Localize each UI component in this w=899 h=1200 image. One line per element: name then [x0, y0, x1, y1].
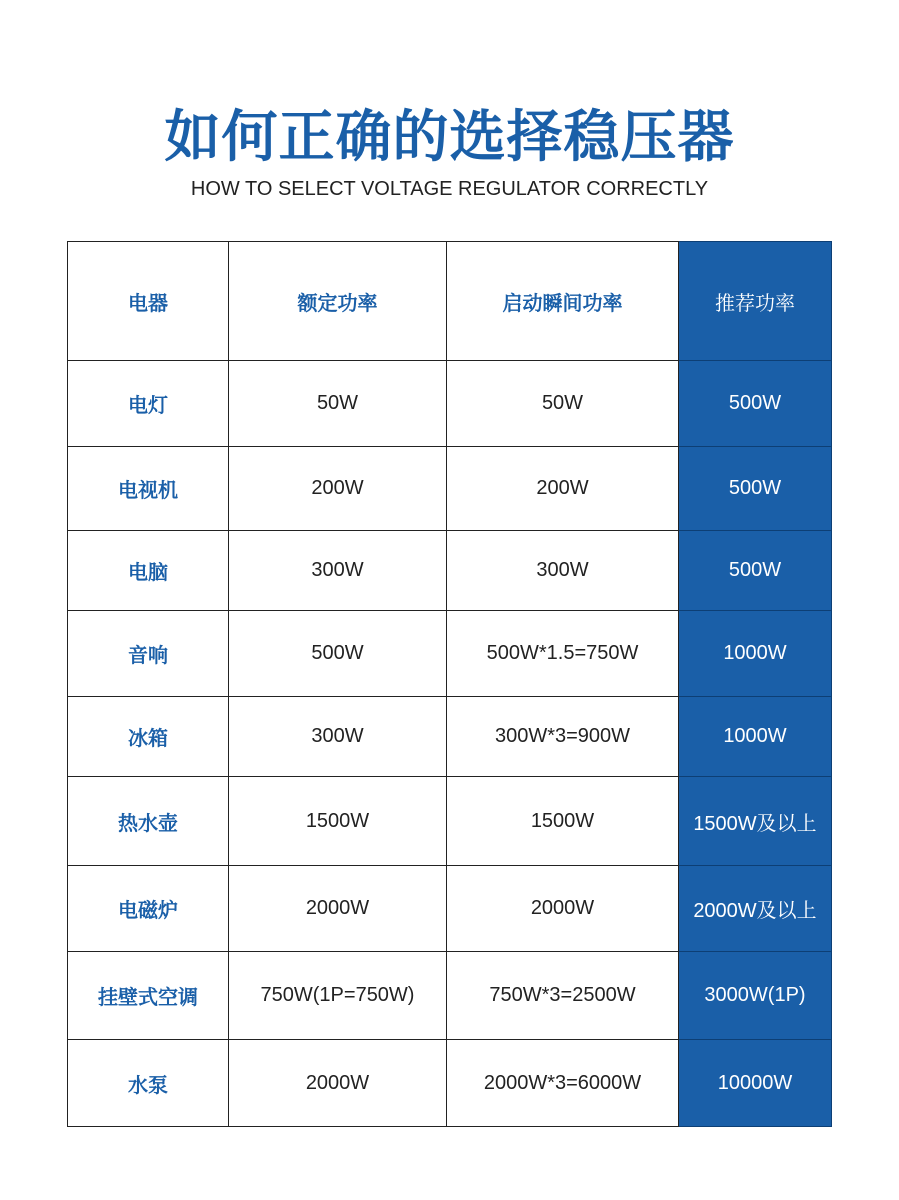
appliance-name: 水泵 [68, 1040, 229, 1127]
recommended-power: 1500W及以上 [679, 777, 832, 866]
appliance-name: 电灯 [68, 361, 229, 447]
appliance-name: 挂壁式空调 [68, 952, 229, 1040]
table-row [68, 361, 832, 447]
recommended-power: 500W [679, 361, 832, 447]
rated-power: 2000W [229, 866, 447, 952]
recommended-power: 500W [679, 447, 832, 531]
rated-power: 200W [229, 447, 447, 531]
startup-power: 500W*1.5=750W [447, 611, 679, 697]
table-row [68, 611, 832, 697]
startup-power: 300W [447, 531, 679, 611]
power-table [67, 241, 832, 1127]
recommended-power: 1000W [679, 611, 832, 697]
startup-power: 750W*3=2500W [447, 952, 679, 1040]
appliance-name: 热水壶 [68, 777, 229, 866]
header-rated-power: 额定功率 [229, 242, 447, 361]
appliance-name: 音响 [68, 611, 229, 697]
rated-power: 300W [229, 531, 447, 611]
startup-power: 2000W [447, 866, 679, 952]
table-row [68, 697, 832, 777]
rated-power: 500W [229, 611, 447, 697]
rated-power: 300W [229, 697, 447, 777]
table-row [68, 531, 832, 611]
appliance-name: 电脑 [68, 531, 229, 611]
rated-power: 50W [229, 361, 447, 447]
rated-power: 750W(1P=750W) [229, 952, 447, 1040]
table-row [68, 777, 832, 866]
startup-power: 2000W*3=6000W [447, 1040, 679, 1127]
table-row [68, 1040, 832, 1127]
header-startup-power: 启动瞬间功率 [447, 242, 679, 361]
startup-power: 200W [447, 447, 679, 531]
appliance-name: 电视机 [68, 447, 229, 531]
startup-power: 50W [447, 361, 679, 447]
rated-power: 1500W [229, 777, 447, 866]
recommended-power: 2000W及以上 [679, 866, 832, 952]
rated-power: 2000W [229, 1040, 447, 1127]
recommended-power: 1000W [679, 697, 832, 777]
table-row [68, 952, 832, 1040]
page-subtitle: HOW TO SELECT VOLTAGE REGULATOR CORRECTLY [190, 178, 709, 200]
table-row [68, 866, 832, 952]
startup-power: 1500W [447, 777, 679, 866]
recommended-power: 500W [679, 531, 832, 611]
startup-power: 300W*3=900W [447, 697, 679, 777]
header-recommended-power: 推荐功率 [679, 242, 832, 361]
page-title: 如何正确的选择稳压器 [164, 105, 735, 170]
recommended-power: 3000W(1P) [679, 952, 832, 1040]
table-header-row [68, 242, 832, 361]
header-appliance: 电器 [68, 242, 229, 361]
table-row [68, 447, 832, 531]
recommended-power: 10000W [679, 1040, 832, 1127]
appliance-name: 电磁炉 [68, 866, 229, 952]
appliance-name: 冰箱 [68, 697, 229, 777]
